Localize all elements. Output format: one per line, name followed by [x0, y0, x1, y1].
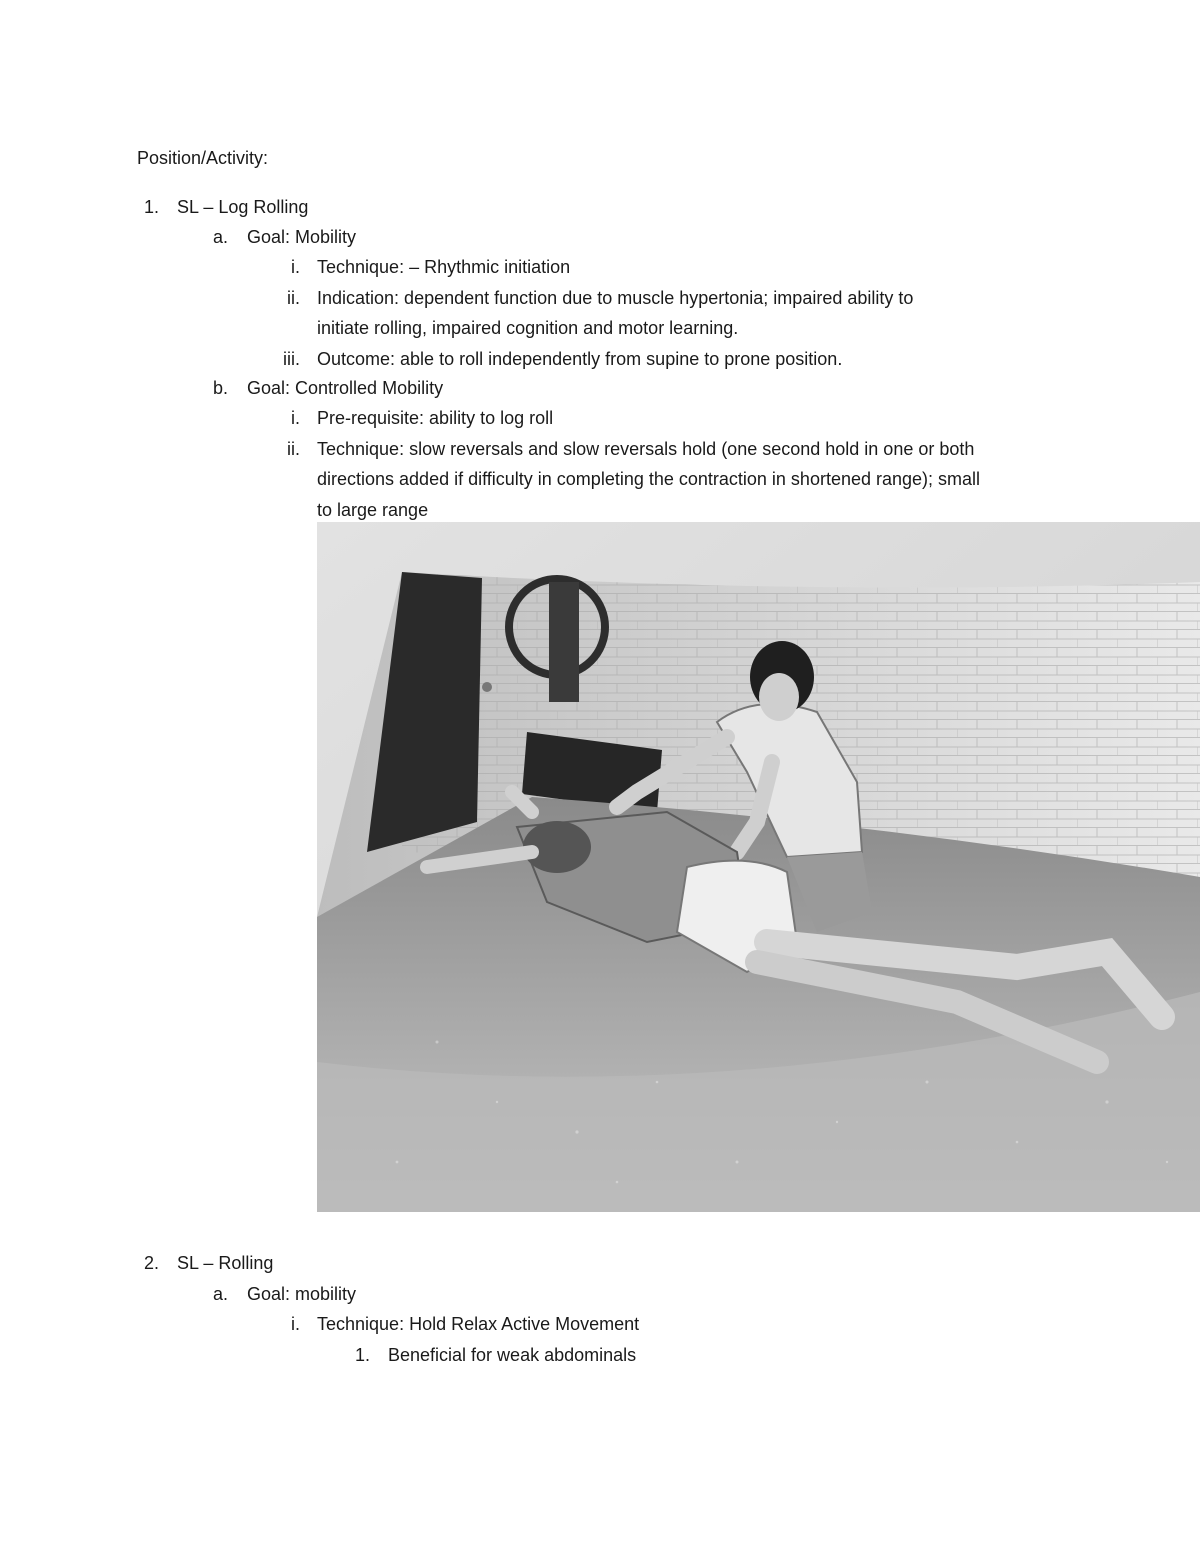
- point-text: Technique: Hold Relax Active Movement: [317, 1314, 640, 1334]
- therapy-photo-illustration: [317, 522, 1200, 1212]
- therapy-photo: [317, 522, 1200, 1212]
- point-text: Technique: slow reversals and slow reversals hold (one second hold in one or both: [317, 439, 975, 459]
- list-roman: ii.: [287, 288, 300, 308]
- point-text: Pre-requisite: ability to log roll: [317, 408, 554, 428]
- list-roman: ii.: [287, 439, 300, 459]
- section-heading: Position/Activity:: [137, 148, 269, 168]
- sub-point-text: Beneficial for weak abdominals: [388, 1345, 637, 1365]
- point-text: Indication: dependent function due to muscle hypertonia; impaired ability to: [317, 288, 914, 308]
- goal-text: Goal: mobility: [247, 1284, 357, 1304]
- goal-text: Goal: Controlled Mobility: [247, 378, 444, 398]
- list-letter: b.: [212, 378, 228, 398]
- list-item-title: SL – Log Rolling: [177, 197, 309, 217]
- goal-text: Goal: Mobility: [247, 227, 357, 247]
- point-text: Technique: – Rhythmic initiation: [317, 257, 571, 277]
- list-roman: i.: [291, 257, 300, 277]
- list-number: 1.: [354, 1345, 370, 1365]
- list-letter: a.: [212, 227, 228, 247]
- list-number: 2.: [143, 1253, 159, 1273]
- list-letter: a.: [212, 1284, 228, 1304]
- list-roman: i.: [291, 1314, 300, 1334]
- list-roman: iii.: [283, 349, 300, 369]
- point-text: Outcome: able to roll independently from supine to prone position.: [317, 349, 843, 369]
- list-item-title: SL – Rolling: [177, 1253, 274, 1273]
- point-text: initiate rolling, impaired cognition and motor learning.: [317, 318, 739, 338]
- point-text: to large range: [317, 500, 429, 520]
- list-number: 1.: [143, 197, 159, 217]
- point-text: directions added if difficulty in completing the contraction in shortened range); small: [317, 469, 981, 489]
- list-roman: i.: [291, 408, 300, 428]
